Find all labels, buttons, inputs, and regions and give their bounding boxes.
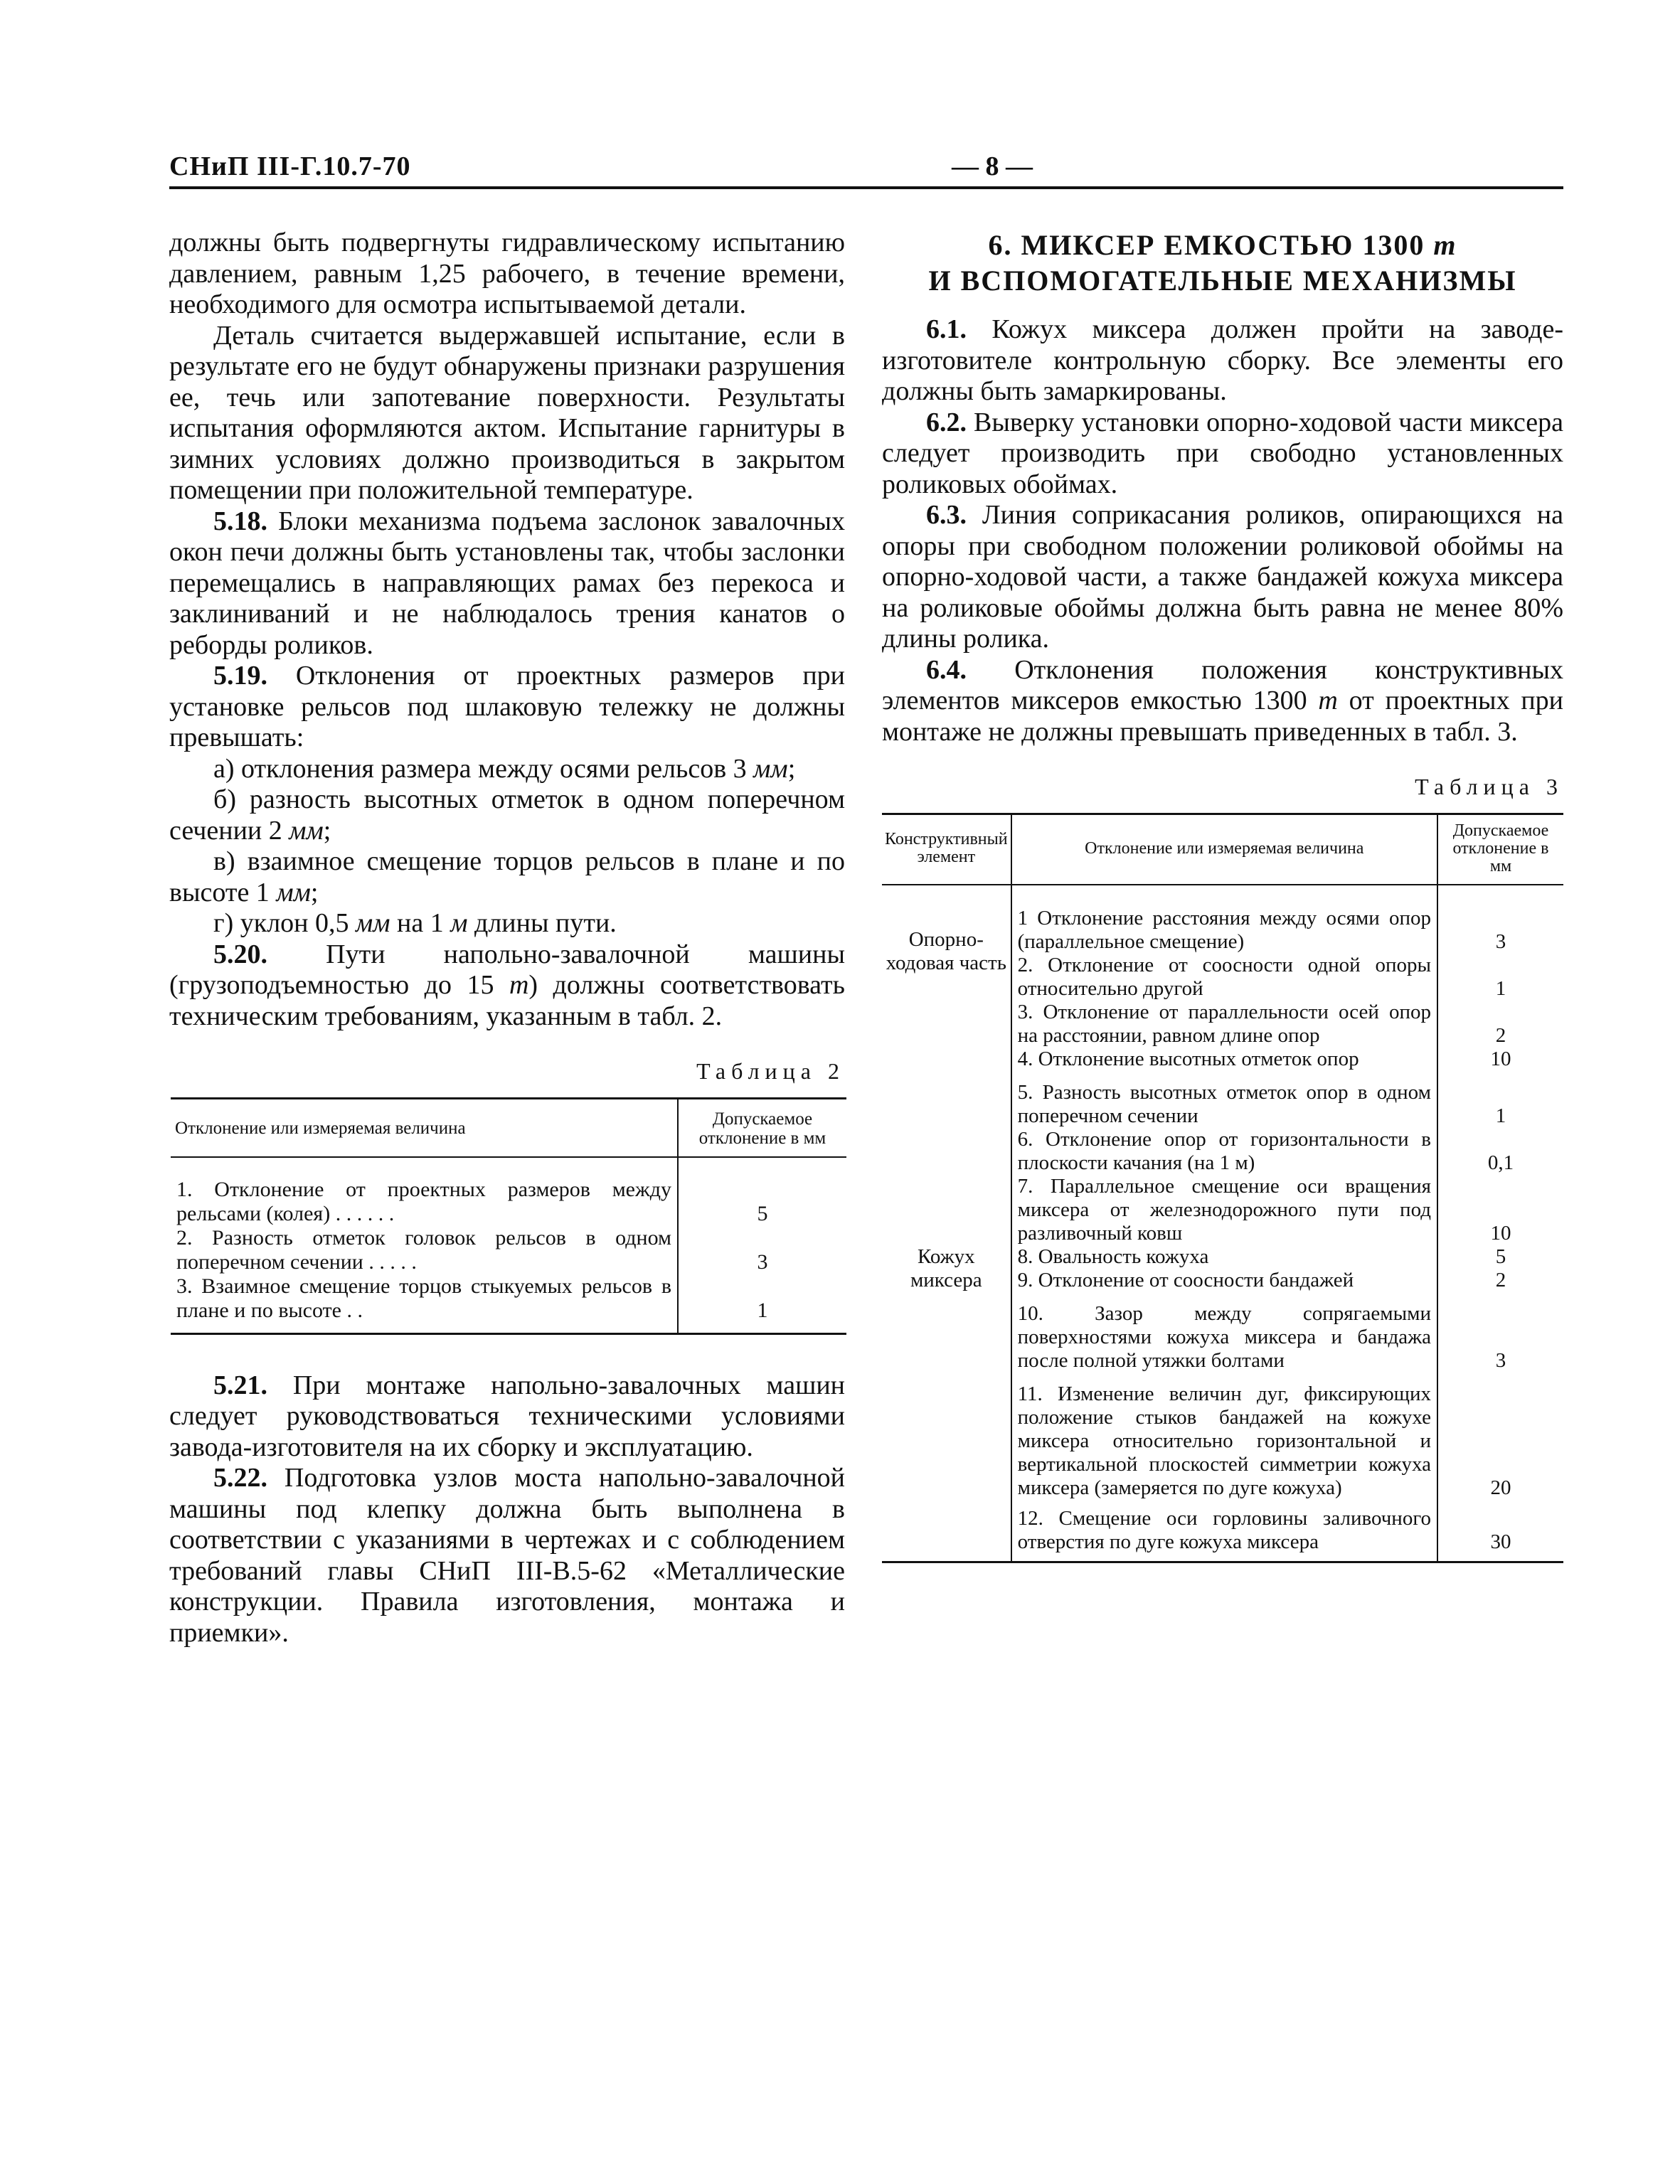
table-row [171, 1226, 846, 1274]
clause-number: 5.21. [213, 1370, 267, 1400]
table-3-header-deviation: Отклонение или измеряемая величина [1011, 814, 1437, 885]
header-rule [169, 186, 1563, 189]
list-item-v: в) взаимное смещение торцов рельсов в плане и по высоте 1 мм; [169, 846, 845, 907]
table-2-header-allowed: Допускаемое отклонение в мм [678, 1098, 846, 1157]
clause-text: При монтаже напольно-завалочных машин следует руководствоваться техническими условиями завода-изготовителя на их сборку и эксплуатацию. [169, 1370, 846, 1462]
clause-number: 6.4. [926, 654, 967, 685]
table-cell-name: 6. Отклонение опор от горизонтальности в плоскости качания (на 1 м) [1011, 1128, 1437, 1175]
clause-6-4: 6.4. Отклонения положения конструктивных элементов миксеров емкостью 1300 т от проектных при монтаже не должны превышать приведенных в табл. 3. [882, 654, 1564, 747]
table-3-caption: Таблица 3 [1415, 774, 1563, 799]
paragraph-test-result: Деталь считается выдержавшей испытание, если в результате его не будут обнаружены признаки разрушения ее, течь или запотевание поверхности. Результаты испытания оформляются актом. Испытание гарнитуры в зимних условиях должно производиться в закрытом помещении при положительной температуре. [169, 320, 845, 505]
clause-6-3 [882, 500, 1563, 655]
table-cell-name: 8. Овальность кожуха [1011, 1245, 1437, 1269]
table-row [171, 1274, 846, 1323]
clause-text: Линия соприкасания роликов, опирающихся на опоры при свободном положении роликовой обоймы на опорно-ходовой части, а также бандажей кожуха миксера на роликовые обоймы должна быть равна не менее 80% длины ролика. [882, 500, 1563, 654]
clause-number: 6.3. [926, 500, 967, 530]
table-2-caption: Таблица 2 [696, 1058, 845, 1084]
table-cell-value: 1 [757, 1298, 768, 1322]
right-column [882, 228, 1563, 1563]
clause-number: 5.18. [213, 506, 267, 536]
table-cell-value: 10 [1490, 1047, 1511, 1070]
table-cell-value: 2 [1495, 1268, 1506, 1291]
table-cell-value: 2 [1495, 1023, 1506, 1047]
left-column [169, 228, 845, 1648]
table-cell-value: 3 [1495, 929, 1506, 953]
page-number: — 8 — [952, 151, 1033, 181]
table-cell-value: 30 [1490, 1530, 1511, 1553]
table-cell-name: 10. Зазор между сопрягаемыми поверхностями кожуха миксера и бандажа после полной утяжки болтами [1011, 1292, 1437, 1373]
clause-5-21 [169, 1370, 845, 1464]
clause-6-1 [882, 314, 1563, 407]
clause-5-20: 5.20. Пути напольно-завалочной машины (грузоподъемностью до 15 т) должны соответствовать техническим требованиям, указанным в табл. 2. [169, 939, 846, 1031]
clause-number: 5.19. [213, 661, 267, 691]
table-cell-value: 3 [1495, 1348, 1506, 1372]
table-cell-name: 2. Разность отметок головок рельсов в одном поперечном сечении . . . . . [171, 1226, 678, 1274]
paragraph-continuation: должны быть подвергнуты гидравлическому испытанию давлением, равным 1,25 рабочего, в течение времени, необходимого для осмотра испытываемой детали. [169, 228, 845, 319]
table-cell-name: 11. Изменение величин дуг, фиксирующих положение стыков бандажей на кожухе миксера относительно горизонтальной и вертикальной плоскостей симметрии кожуха миксера (замеряется по дуге кожуха) [1011, 1373, 1437, 1500]
table-2-header-deviation: Отклонение или измеряемая величина [171, 1098, 678, 1157]
table-cell-value: 0,1 [1487, 1151, 1514, 1174]
clause-5-22 [169, 1463, 845, 1648]
document-code: СНиП III-Г.10.7-70 [169, 151, 411, 181]
table-cell-name: 3. Отклонение от параллельности осей опор на расстоянии, равном длине опор [1011, 1001, 1437, 1048]
table-cell-name: 1. Отклонение от проектных размеров между рельсами (колея) . . . . . . [171, 1178, 678, 1226]
table-cell-name: 3. Взаимное смещение торцов стыкуемых рельсов в плане и по высоте . . [171, 1274, 678, 1323]
table-row [882, 1245, 1563, 1269]
table-row [171, 1178, 846, 1226]
table-cell-value: 1 [1495, 1104, 1506, 1127]
clause-6-2 [882, 407, 1563, 501]
table-cell-name: 5. Разность высотных отметок опор в одном поперечном сечении [1011, 1071, 1437, 1128]
table-cell-name: 2. Отклонение от соосности одной опоры относительно другой [1011, 954, 1437, 1001]
clause-number: 5.20. [213, 939, 267, 969]
clause-5-19 [169, 661, 845, 754]
clause-text: Выверку установки опорно-ходовой части миксера следует производить при свободно установленных роликовых обоймах. [882, 407, 1563, 499]
table-cell-value: 1 [1495, 976, 1506, 1000]
clause-number: 6.1. [926, 314, 967, 344]
clause-text: Подготовка узлов моста напольно-завалочной машины под клепку должна быть выполнена в соответствии с указаниями в чертежах и с соблюдением требований главы СНиП III-В.5-62 «Металлические конструкции. Правила изготовления, монтажа и приемки». [169, 1463, 845, 1648]
table-cell-value: 10 [1490, 1221, 1511, 1245]
page-header [169, 151, 1563, 191]
clause-text: Блоки механизма подъема заслонок завалочных окон печи должны быть установлены так, чтобы заслонки перемещались в направляющих рамах без перекоса и заклиниваний и не наблюдалось трения канатов о реборды роликов. [169, 506, 845, 660]
clause-text: Отклонения от проектных размеров при установке рельсов под шлаковую тележку не должны превышать: [169, 661, 846, 752]
list-item-g: г) уклон 0,5 мм на 1 м длины пути. [213, 908, 617, 938]
clause-5-18 [169, 506, 845, 661]
list-item-b: б) разность высотных отметок в одном поперечном сечении 2 мм; [169, 784, 845, 846]
table-cell-name: 12. Смещение оси горловины заливочного отверстия по дуге кожуха миксера [1011, 1500, 1437, 1562]
table-3-header-element: Конструктивный элемент [882, 814, 1011, 885]
clause-number: 5.22. [213, 1463, 267, 1493]
table-cell-value: 3 [757, 1250, 768, 1274]
table-cell-name: 7. Параллельное смещение оси вращения миксера от железнодорожного пути под разливочный ковш [1011, 1175, 1437, 1245]
table-3-group-shell: Кожух миксера [882, 1245, 1011, 1562]
table-cell-value: 5 [757, 1201, 768, 1225]
table-3-header-allowed: Допускаемое отклонение в мм [1437, 814, 1563, 885]
list-item-a: а) отклонения размера между осями рельсов 3 мм; [213, 753, 796, 784]
table-3 [882, 813, 1563, 1563]
table-cell-name: 9. Отклонение от соосности бандажей [1011, 1269, 1437, 1292]
table-row [882, 907, 1563, 954]
table-cell-name: 4. Отклонение высотных отметок опор [1011, 1048, 1437, 1071]
table-2 [171, 1097, 846, 1335]
clause-text: Кожух миксера должен пройти на заводе-изготовителе контрольную сборку. Все элементы его должны быть замаркированы. [882, 314, 1563, 406]
table-cell-name: 1 Отклонение расстояния между осями опор (параллельное смещение) [1011, 907, 1437, 954]
table-cell-value: 20 [1490, 1476, 1511, 1499]
section-6-title: 6. МИКСЕР ЕМКОСТЬЮ 1300 т И ВСПОМОГАТЕЛЬНЫЕ МЕХАНИЗМЫ [928, 229, 1517, 297]
table-cell-value: 5 [1495, 1245, 1506, 1268]
table-3-group-support: Опорно-ходовая часть [882, 907, 1011, 1245]
clause-number: 6.2. [926, 407, 967, 437]
